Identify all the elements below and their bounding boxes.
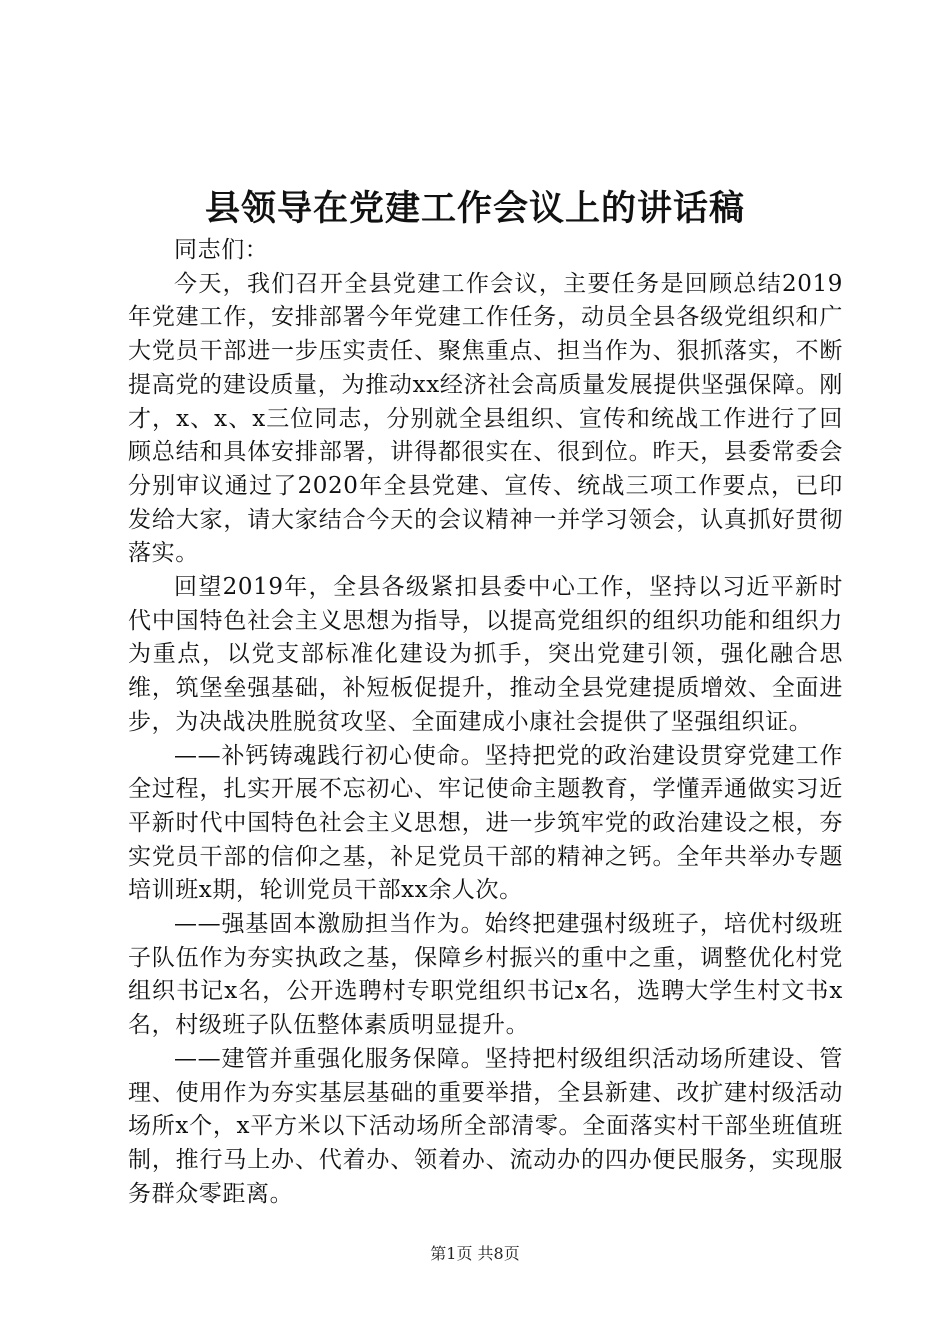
- document-title: 县领导在党建工作会议上的讲话稿: [204, 188, 745, 229]
- salutation-paragraph: 同志们：: [174, 237, 269, 263]
- body-paragraph: 回望2019年，全县各级紧扣县委中心工作，坚持以习近平新时代中国特色社会主义思想为指导，以提高党组织的组织功能和组织力为重点，以党支部标准化建设为抓手，突出党建引领，强化融合思维，筑堡垒强基础，补短板促提升，推动全县党建提质增效、全面进步，为决战决胜脱贫攻坚、全面建成小康社会提供了坚强组织证。: [128, 574, 843, 735]
- body-paragraph: ——补钙铸魂践行初心使命。坚持把党的政治建设贯穿党建工作全过程，扎实开展不忘初心、牢记使命主题教育，学懂弄通做实习近平新时代中国特色社会主义思想，进一步筑牢党的政治建设之根，夯实党员干部的信仰之基，补足党员干部的精神之钙。全年共举办专题培训班x期，轮训党员干部xx余人次。: [128, 742, 843, 904]
- page-number-footer: 第1页 共8页: [430, 1244, 520, 1263]
- body-paragraph: ——强基固本激励担当作为。始终把建强村级班子，培优村级班子队伍作为夯实执政之基，保障乡村振兴的重中之重，调整优化村党组织书记x名，公开选聘村专职党组织书记x名，选聘大学生村文书x名，村级班子队伍整体素质明显提升。: [128, 911, 843, 1039]
- body-paragraph: ——建管并重强化服务保障。坚持把村级组织活动场所建设、管理、使用作为夯实基层基础的重要举措，全县新建、改扩建村级活动场所x个，x平方米以下活动场所全部清零。全面落实村干部坐班值班制，推行马上办、代着办、领着办、流动办的四办便民服务，实现服务群众零距离。: [128, 1045, 843, 1207]
- body-paragraph: 今天，我们召开全县党建工作会议，主要任务是回顾总结2019年党建工作，安排部署今年党建工作任务，动员全县各级党组织和广大党员干部进一步压实责任、聚焦重点、担当作为、狠抓落实，不断提高党的建设质量，为推动xx经济社会高质量发展提供坚强保障。刚才，x、x、x三位同志，分别就全县组织、宣传和统战工作进行了回顾总结和具体安排部署，讲得都很实在、很到位。昨天，县委常委会分别审议通过了2020年全县党建、宣传、统战三项工作要点，已印发给大家，请大家结合今天的会议精神一并学习领会，认真抓好贯彻落实。: [128, 270, 843, 567]
- document-body: [128, 234, 843, 1211]
